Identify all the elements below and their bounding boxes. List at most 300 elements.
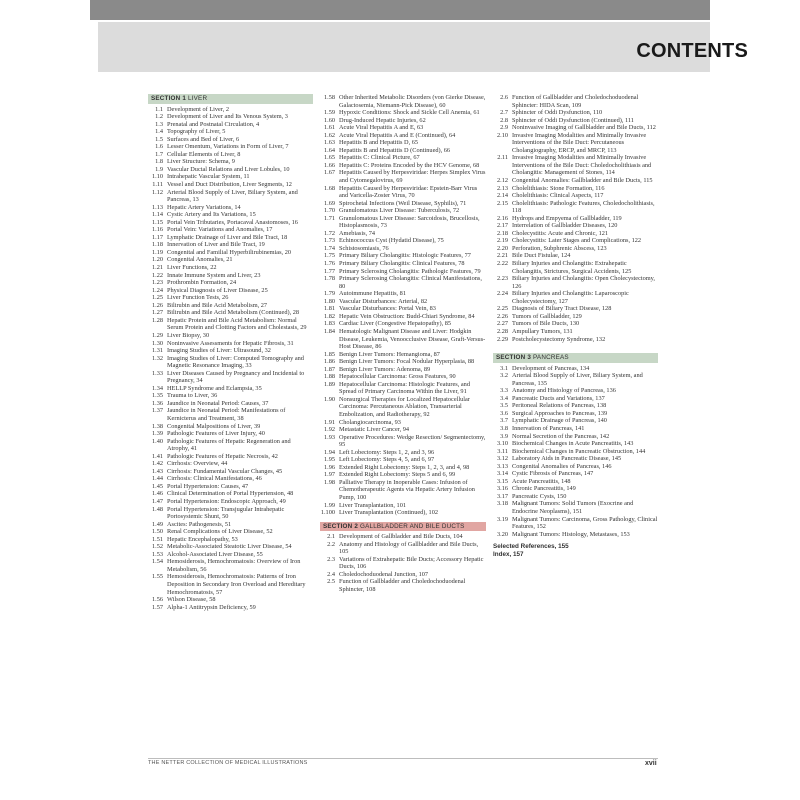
toc-entry-number: 1.17 xyxy=(151,233,163,241)
toc-entry-number: 2.12 xyxy=(496,177,508,185)
toc-entry-number: 1.40 xyxy=(151,437,163,445)
toc-entry-title: Benign Liver Tumors: Focal Nodular Hyperplasia, 88 xyxy=(339,358,475,366)
toc-entry-title: Acute Viral Hepatitis A and E (Continued), 64 xyxy=(339,131,456,139)
section-heading-liver xyxy=(148,94,313,104)
toc-entry-number: 3.13 xyxy=(496,462,508,470)
toc-entry xyxy=(493,455,658,463)
toc-entry-number: 1.97 xyxy=(323,471,335,479)
toc-entry xyxy=(148,234,313,242)
toc-entry xyxy=(148,536,313,544)
toc-entry-title: Liver Diseases Caused by Pregnancy and Incidental to Pregnancy, 34 xyxy=(167,369,305,385)
toc-entry xyxy=(148,158,313,166)
toc-entry-title: Primary Biliary Cholangitis: Histologic Features, 77 xyxy=(339,252,471,260)
toc-entry-number: 1.16 xyxy=(151,226,163,234)
toc-entry-number: 2.15 xyxy=(496,199,508,207)
toc-entry-number: 1.69 xyxy=(323,199,335,207)
toc-list-gallbladder xyxy=(320,533,486,593)
toc-entry-title: Variations of Extrahepatic Bile Ducts; Accessory Hepatic Ducts, 106 xyxy=(339,555,484,571)
toc-entry-number: 1.93 xyxy=(323,433,335,441)
toc-entry xyxy=(148,143,313,151)
toc-entry-number: 1.51 xyxy=(151,535,163,543)
toc-entry-number: 1.27 xyxy=(151,309,163,317)
toc-entry-title: Biliary Injuries and Cholangitis: Laparoscopic Cholecystectomy, 127 xyxy=(512,290,629,305)
toc-entry-number: 1.72 xyxy=(323,229,335,237)
toc-entry-title: Invasive Imaging Modalities and Minimally Invasive Interventions of the Bile Duct: Percutaneous Cholangiography, ERCP, and MRCP, 113 xyxy=(512,131,647,154)
toc-entry-title: Innervation of Pancreas, 141 xyxy=(512,424,585,432)
toc-entry-title: Hematologic Malignant Disease and Liver: Hodgkin Disease, Leukemia, Venoocclusive Disease, Graft-Versus-Host Disease, 86 xyxy=(339,327,486,351)
toc-entry xyxy=(320,456,486,464)
toc-list-gallbladder-cont xyxy=(493,94,658,343)
toc-entry-title: Bilirubin and Bile Acid Metabolism, 27 xyxy=(167,301,268,309)
toc-entry-title: Bilirubin and Bile Acid Metabolism (Continued), 28 xyxy=(167,309,300,317)
toc-entry-title: Benign Liver Tumors: Hemangioma, 87 xyxy=(339,350,440,358)
toc-entry-title: Noninvasive Assessments for Hepatic Fibrosis, 31 xyxy=(167,339,294,347)
toc-entry-title: Malignant Tumors: Histology, Metastases, 153 xyxy=(512,530,630,538)
toc-entry-number: 1.46 xyxy=(151,490,163,498)
toc-entry-title: Autoimmune Hepatitis, 81 xyxy=(339,290,406,298)
toc-entry xyxy=(493,260,658,275)
toc-entry xyxy=(320,533,486,541)
toc-entry-title: Hemosiderosis, Hemochromatosis: Patterns of Iron Deposition in Secondary Iron Overload and Hereditary Hemochromatosis, 57 xyxy=(167,573,306,596)
toc-entry xyxy=(320,381,486,396)
toc-entry-number: 3.17 xyxy=(496,492,508,500)
toc-entry-number: 1.48 xyxy=(151,505,163,513)
toc-entry xyxy=(320,260,486,268)
toc-entry xyxy=(493,245,658,253)
toc-entry-title: Tumors of Gallbladder, 129 xyxy=(512,312,582,320)
toc-entry-title: Perforation, Subphrenic Abscess, 123 xyxy=(512,244,607,252)
toc-entry-title: Schistosomiasis, 76 xyxy=(339,244,389,252)
toc-entry xyxy=(148,151,313,159)
toc-entry-number: 1.62 xyxy=(323,131,335,139)
toc-entry-title: Ascites: Pathogenesis, 51 xyxy=(167,520,232,528)
toc-entry xyxy=(320,154,486,162)
toc-entry-number: 3.16 xyxy=(496,485,508,493)
toc-entry-number: 1.25 xyxy=(151,294,163,302)
toc-entry-number: 3.19 xyxy=(496,515,508,523)
toc-entry-number: 1.55 xyxy=(151,573,163,581)
toc-entry-title: Congenital Anomalies: Gallbladder and Bile Ducts, 115 xyxy=(512,177,653,185)
toc-entry-number: 1.81 xyxy=(323,305,335,313)
toc-entry-number: 1.98 xyxy=(323,478,335,486)
toc-entry-number: 2.2 xyxy=(327,540,335,548)
toc-entry-number: 1.8 xyxy=(155,158,163,166)
toc-entry-number: 1.23 xyxy=(151,279,163,287)
toc-entry-title: Cystic Artery and Its Variations, 15 xyxy=(167,211,256,219)
toc-entry xyxy=(320,509,486,517)
toc-entry-title: Cholangiocarcinoma, 93 xyxy=(339,418,401,426)
toc-entry-number: 3.1 xyxy=(500,364,508,372)
toc-entry xyxy=(320,366,486,374)
toc-entry-number: 1.75 xyxy=(323,252,335,260)
toc-entry-title: Prenatal and Postnatal Circulation, 4 xyxy=(167,120,260,128)
toc-entry-number: 2.21 xyxy=(496,252,508,260)
toc-entry-number: 1.85 xyxy=(323,350,335,358)
toc-entry xyxy=(320,578,486,593)
toc-entry-title: Pancreatic Ducts and Variations, 137 xyxy=(512,394,605,402)
toc-entry-title: Innate Immune System and Liver, 23 xyxy=(167,271,261,279)
toc-entry-number: 1.26 xyxy=(151,301,163,309)
toc-entry xyxy=(148,309,313,317)
toc-entry-title: Development of Pancreas, 134 xyxy=(512,364,590,372)
toc-entry-number: 1.37 xyxy=(151,407,163,415)
toc-entry-number: 1.34 xyxy=(151,384,163,392)
toc-entry-title: Left Lobectomy: Steps 1, 2, and 3, 96 xyxy=(339,448,435,456)
toc-entry-number: 1.87 xyxy=(323,365,335,373)
toc-entry-title: Intrahepatic Vascular System, 11 xyxy=(167,173,250,181)
toc-entry-number: 2.5 xyxy=(327,578,335,586)
toc-entry xyxy=(148,453,313,461)
toc-entry-title: Malignant Tumors: Solid Tumors (Exocrine and Endocrine Neoplasms), 151 xyxy=(512,500,634,515)
toc-entry xyxy=(148,332,313,340)
toc-entry xyxy=(493,440,658,448)
toc-entry-number: 1.28 xyxy=(151,316,163,324)
toc-entry xyxy=(148,460,313,468)
toc-entry-number: 2.20 xyxy=(496,244,508,252)
toc-entry-title: Spirochetal Infections (Weil Disease, Syphilis), 71 xyxy=(339,199,467,207)
toc-entry-number: 1.18 xyxy=(151,241,163,249)
toc-entry-title: Topography of Liver, 5 xyxy=(167,128,226,136)
toc-entry xyxy=(148,256,313,264)
toc-entry-title: Liver Structure: Schema, 9 xyxy=(167,158,235,166)
toc-entry xyxy=(320,471,486,479)
toc-entry xyxy=(148,302,313,310)
toc-entry-title: Hepatitis Caused by Herpesviridae: Herpes Simplex Virus and Cytomegalovirus, 69 xyxy=(339,169,486,185)
toc-entry-number: 1.12 xyxy=(151,188,163,196)
toc-entry-title: Tumors of Bile Ducts, 130 xyxy=(512,320,580,328)
toc-entry-number: 1.9 xyxy=(155,165,163,173)
toc-entry-title: Granulomatous Liver Disease: Sarcoidosis, Brucellosis, Histoplasmosis, 73 xyxy=(339,214,480,230)
toc-entry-number: 3.9 xyxy=(500,432,508,440)
toc-entry-title: Choledochoduodenal Junction, 107 xyxy=(339,570,429,578)
toc-entry xyxy=(148,407,313,422)
toc-entry-number: 1.24 xyxy=(151,286,163,294)
toc-entry-title: Malignant Tumors: Carcinoma, Gross Pathology, Clinical Features, 152 xyxy=(512,515,658,531)
toc-entry-title: Other Inherited Metabolic Disorders (von Gierke Disease, Galactosemia, Niemann-Pick Disease), 60 xyxy=(339,94,486,109)
toc-entry xyxy=(320,94,486,109)
toc-entry-number: 3.3 xyxy=(500,387,508,395)
toc-entry-title: Anatomy and Histology of Gallbladder and Bile Ducts, 105 xyxy=(339,540,479,556)
toc-entry xyxy=(493,531,658,539)
toc-entry xyxy=(148,521,313,529)
toc-entry xyxy=(148,204,313,212)
toc-selected-references: Selected References, 155 xyxy=(493,543,569,551)
toc-entry-number: 1.94 xyxy=(323,448,335,456)
toc-entry-number: 1.32 xyxy=(151,354,163,362)
toc-entry-title: Hepatic Vein Obstruction: Budd-Chiari Syndrome, 84 xyxy=(339,312,475,320)
toc-entry-title: Extended Right Lobectomy: Steps 1, 2, 3, and 4, 98 xyxy=(339,463,470,471)
toc-entry-title: Congenital Anomalies, 21 xyxy=(167,256,233,264)
toc-entry-title: Metastatic Liver Cancer, 94 xyxy=(339,426,410,434)
toc-entry xyxy=(148,438,313,453)
toc-entry xyxy=(148,189,313,204)
toc-entry-title: Laboratory Aids in Pancreatic Disease, 145 xyxy=(512,455,622,463)
toc-entry-title: Alcohol-Associated Liver Disease, 55 xyxy=(167,550,263,558)
toc-entry-title: Pathologic Features of Hepatic Necrosis, 42 xyxy=(167,452,278,460)
toc-entry-number: 2.26 xyxy=(496,312,508,320)
toc-column-1 xyxy=(148,94,313,611)
toc-entry-number: 1.76 xyxy=(323,260,335,268)
toc-entry xyxy=(148,272,313,280)
toc-entry-number: 1.1 xyxy=(155,105,163,113)
toc-entry xyxy=(148,475,313,483)
toc-entry-number: 2.25 xyxy=(496,305,508,313)
toc-entry-title: Echinococcus Cyst (Hydatid Disease), 75 xyxy=(339,237,444,245)
toc-entry-title: Alpha-1 Antitrypsin Deficiency, 59 xyxy=(167,603,256,611)
toc-entry-title: Extended Right Lobectomy: Steps 5 and 6, 99 xyxy=(339,471,456,479)
toc-entry-title: Arterial Blood Supply of Liver, Biliary System, and Pancreas, 135 xyxy=(512,372,643,387)
toc-entry xyxy=(493,237,658,245)
toc-entry-number: 3.14 xyxy=(496,470,508,478)
toc-entry-number: 1.86 xyxy=(323,358,335,366)
toc-entry xyxy=(320,351,486,359)
toc-entry xyxy=(493,448,658,456)
toc-entry-title: Primary Sclerosing Cholangitis: Clinical Manifestations, 80 xyxy=(339,275,482,290)
toc-entry xyxy=(320,147,486,155)
toc-entry xyxy=(320,200,486,208)
toc-entry-title: Metabolic-Associated Steatotic Liver Disease, 54 xyxy=(167,543,292,551)
toc-entry xyxy=(148,468,313,476)
toc-entry-title: Cholelithiasis: Clinical Aspects, 117 xyxy=(512,192,604,200)
toc-entry-title: Palliative Therapy in Inoperable Cases: Infusion of Chemotherapeutic Agents via Hepatic Artery Infusion Pump, 100 xyxy=(339,478,475,501)
toc-entry-number: 1.11 xyxy=(152,181,163,189)
toc-entry-title: Clinical Determination of Portal Hypertension, 48 xyxy=(167,490,294,498)
toc-entry xyxy=(148,430,313,438)
toc-entry-number: 2.28 xyxy=(496,327,508,335)
toc-entry xyxy=(320,124,486,132)
toc-entry xyxy=(493,328,658,336)
toc-entry xyxy=(493,410,658,418)
toc-entry xyxy=(148,551,313,559)
toc-entry xyxy=(148,490,313,498)
toc-entry-title: Invasive Imaging Modalities and Minimally Invasive Interventions of the Bile Duct: Choledocholithiasis and Cholangitis: Management of Stones, 114 xyxy=(512,154,652,177)
toc-list-liver-cont xyxy=(320,94,486,517)
toc-entry-title: Biochemical Changes in Pancreatic Obstruction, 144 xyxy=(512,447,646,455)
toc-entry-number: 1.2 xyxy=(155,113,163,121)
toc-entry xyxy=(493,500,658,515)
toc-entry xyxy=(148,483,313,491)
toc-entry xyxy=(148,506,313,521)
toc-entry-number: 1.5 xyxy=(155,135,163,143)
toc-entry xyxy=(320,245,486,253)
toc-entry-number: 2.11 xyxy=(497,154,508,162)
toc-entry-title: Noninvasive Imaging of Gallbladder and Bile Ducts, 112 xyxy=(512,124,656,132)
section-name: LIVER xyxy=(188,95,208,102)
toc-entry-number: 1.33 xyxy=(151,369,163,377)
toc-entry xyxy=(493,230,658,238)
toc-entry xyxy=(148,604,313,612)
toc-entry xyxy=(320,252,486,260)
toc-entry-title: Hydrops and Empyema of Gallbladder, 119 xyxy=(512,214,622,222)
toc-entry-number: 1.6 xyxy=(155,143,163,151)
toc-entry-number: 1.100 xyxy=(320,509,335,517)
toc-entry-title: Congenital Anomalies of Pancreas, 146 xyxy=(512,462,612,470)
toc-entry-title: Cellular Elements of Liver, 8 xyxy=(167,150,241,158)
toc-entry-title: Operative Procedures: Wedge Resection/ Segmentectomy, 95 xyxy=(339,433,486,449)
toc-entry-title: Prothrombin Formation, 24 xyxy=(167,279,237,287)
section-name: PANCREAS xyxy=(533,354,569,362)
toc-entry-title: Hepatitis B and Hepatitis D (Continued), 66 xyxy=(339,146,451,154)
toc-entry-number: 1.45 xyxy=(151,482,163,490)
toc-entry-number: 3.5 xyxy=(500,402,508,410)
toc-entry-number: 1.30 xyxy=(151,339,163,347)
toc-entry-title: Normal Secretion of the Pancreas, 142 xyxy=(512,432,610,440)
toc-entry-number: 1.35 xyxy=(151,392,163,400)
toc-entry-title: Cirrhosis: Fundamental Vascular Changes, 45 xyxy=(167,467,283,475)
toc-entry xyxy=(148,347,313,355)
toc-entry xyxy=(493,395,658,403)
toc-entry xyxy=(493,117,658,125)
toc-entry-number: 2.24 xyxy=(496,290,508,298)
section-number: SECTION 2 xyxy=(323,522,359,530)
toc-entry xyxy=(320,109,486,117)
toc-entry-number: 2.27 xyxy=(496,320,508,328)
toc-entry xyxy=(148,113,313,121)
toc-entry-number: 1.92 xyxy=(323,426,335,434)
toc-entry-title: Acute Pancreatitis, 148 xyxy=(512,477,571,485)
toc-entry-title: Chronic Pancreatitis, 149 xyxy=(512,485,576,493)
toc-entry-number: 1.68 xyxy=(323,184,335,192)
toc-entry-title: Vascular Ductal Relations and Liver Lobules, 10 xyxy=(167,165,290,173)
toc-entry xyxy=(493,372,658,387)
toc-entry xyxy=(148,543,313,551)
toc-entry xyxy=(320,290,486,298)
toc-entry xyxy=(493,433,658,441)
toc-entry-number: 3.10 xyxy=(496,440,508,448)
toc-entry xyxy=(148,211,313,219)
toc-entry-number: 1.36 xyxy=(151,399,163,407)
toc-entry xyxy=(493,493,658,501)
toc-entry-number: 2.9 xyxy=(500,124,508,132)
toc-entry-title: Left Lobectomy: Steps 4, 5, and 6, 97 xyxy=(339,456,435,464)
toc-entry-title: Physical Diagnosis of Liver Disease, 25 xyxy=(167,286,268,294)
toc-entry-title: Ampullary Tumors, 131 xyxy=(512,327,573,335)
toc-entry-number: 1.66 xyxy=(323,161,335,169)
toc-entry-title: Liver Transplantation (Continued), 102 xyxy=(339,509,438,517)
toc-entry-number: 1.64 xyxy=(323,146,335,154)
toc-entry-number: 3.20 xyxy=(496,530,508,538)
toc-entry-title: Congenital and Familial Hyperbilirubinemias, 20 xyxy=(167,248,291,256)
toc-entry-title: Portal Hypertension: Endoscopic Approach, 49 xyxy=(167,497,286,505)
toc-entry-number: 1.84 xyxy=(323,327,335,335)
toc-entry xyxy=(148,370,313,385)
toc-entry-title: Sphincter of Oddi Dysfunction (Continued), 111 xyxy=(512,116,634,124)
toc-entry xyxy=(148,136,313,144)
toc-entry-title: Amebiasis, 74 xyxy=(339,229,376,237)
toc-entry-title: Hepatitis C: Proteins Encoded by the HCV Genome, 68 xyxy=(339,161,480,169)
toc-entry-number: 1.61 xyxy=(323,124,335,132)
toc-entry xyxy=(493,275,658,290)
toc-entry-title: Cholecystitis: Later Stages and Complications, 122 xyxy=(512,237,642,245)
toc-entry-number: 1.63 xyxy=(323,139,335,147)
toc-entry-number: 3.6 xyxy=(500,409,508,417)
toc-entry-title: Benign Liver Tumors: Adenoma, 89 xyxy=(339,365,431,373)
section-heading-gallbladder xyxy=(320,522,486,532)
toc-entry xyxy=(493,417,658,425)
toc-list-liver xyxy=(148,106,313,612)
toc-entry-title: Primary Sclerosing Cholangitis: Pathologic Features, 79 xyxy=(339,267,481,275)
toc-entry-number: 1.79 xyxy=(323,290,335,298)
toc-entry xyxy=(320,132,486,140)
footer-page-number: xvii xyxy=(645,760,657,767)
toc-entry-title: Biliary Injuries and Cholangitis: Extrahepatic Cholangitis, Strictures, Surgical Accidents, 125 xyxy=(512,260,632,275)
toc-entry-title: Acute Viral Hepatitis A and E, 63 xyxy=(339,124,424,132)
toc-entry-number: 1.91 xyxy=(323,418,335,426)
toc-entry xyxy=(493,154,658,177)
toc-entry-number: 2.3 xyxy=(327,555,335,563)
toc-entry xyxy=(148,528,313,536)
toc-entry-number: 2.14 xyxy=(496,192,508,200)
toc-entry-title: Function of Gallbladder and Choledochoduodenal Sphincter, 108 xyxy=(339,578,466,593)
toc-entry xyxy=(148,423,313,431)
toc-entry-number: 1.20 xyxy=(151,256,163,264)
toc-entry-number: 3.7 xyxy=(500,417,508,425)
toc-entry xyxy=(493,313,658,321)
toc-entry-number: 3.11 xyxy=(497,447,508,455)
toc-entry xyxy=(320,479,486,502)
toc-entry-number: 1.52 xyxy=(151,543,163,551)
toc-entry-title: Arterial Blood Supply of Liver, Biliary System, and Pancreas, 13 xyxy=(167,188,298,204)
toc-entry-title: Liver Biopsy, 30 xyxy=(167,331,210,339)
toc-column-3 xyxy=(493,94,658,559)
toc-index: Index, 157 xyxy=(493,551,524,559)
toc-entry-title: Vascular Disturbances: Arterial, 82 xyxy=(339,297,428,305)
toc-entry-number: 2.7 xyxy=(500,109,508,117)
toc-entry-number: 2.29 xyxy=(496,335,508,343)
toc-entry-title: Biochemical Changes in Acute Pancreatitis, 143 xyxy=(512,440,634,448)
toc-entry xyxy=(148,573,313,596)
toc-entry-number: 2.19 xyxy=(496,237,508,245)
toc-entry xyxy=(493,470,658,478)
toc-entry-title: Peritoneal Relations of Pancreas, 138 xyxy=(512,402,607,410)
toc-entry-number: 1.99 xyxy=(323,501,335,509)
toc-entry-title: Drug-Induced Hepatic Injuries, 62 xyxy=(339,116,426,124)
toc-entry xyxy=(148,121,313,129)
toc-entry-title: Renal Complications of Liver Disease, 52 xyxy=(167,528,273,536)
toc-entry xyxy=(148,340,313,348)
toc-entry xyxy=(148,287,313,295)
toc-entry-number: 1.14 xyxy=(151,211,163,219)
toc-entry-title: Surgical Approaches to Pancreas, 139 xyxy=(512,409,608,417)
toc-entry xyxy=(493,387,658,395)
toc-entry-number: 3.4 xyxy=(500,394,508,402)
toc-entry-title: Liver Transplantation, 101 xyxy=(339,501,406,509)
toc-entry-number: 1.57 xyxy=(151,603,163,611)
toc-entry-number: 1.60 xyxy=(323,116,335,124)
toc-entry-number: 1.13 xyxy=(151,203,163,211)
toc-entry-number: 1.90 xyxy=(323,395,335,403)
toc-entry-number: 2.18 xyxy=(496,229,508,237)
toc-entry-number: 1.89 xyxy=(323,380,335,388)
toc-entry xyxy=(148,596,313,604)
toc-entry xyxy=(320,502,486,510)
toc-entry-title: Hepatitis C: Clinical Picture, 67 xyxy=(339,154,420,162)
toc-entry-title: Primary Biliary Cholangitis: Clinical Features, 78 xyxy=(339,260,465,268)
toc-entry xyxy=(148,181,313,189)
toc-entry-title: Cholelithiasis: Pathologic Features, Choledocholithiasis, 118 xyxy=(512,199,655,215)
toc-entry-title: Hypoxic Conditions: Shock and Sickle Cell Anemia, 61 xyxy=(339,109,480,117)
toc-entry xyxy=(493,124,658,132)
toc-entry xyxy=(148,128,313,136)
toc-entry-title: Innervation of Liver and Bile Tract, 19 xyxy=(167,241,265,249)
toc-entry xyxy=(320,207,486,215)
toc-entry-title: Trauma to Liver, 36 xyxy=(167,392,218,400)
toc-entry xyxy=(320,313,486,321)
toc-entry-title: Biliary Injuries and Cholangitis: Open Cholecystectomy, 126 xyxy=(512,275,655,290)
toc-entry-title: Bile Duct Fistulae, 124 xyxy=(512,252,571,260)
toc-entry-title: Cholecystitis: Acute and Chronic, 121 xyxy=(512,229,609,237)
toc-entry xyxy=(320,305,486,313)
